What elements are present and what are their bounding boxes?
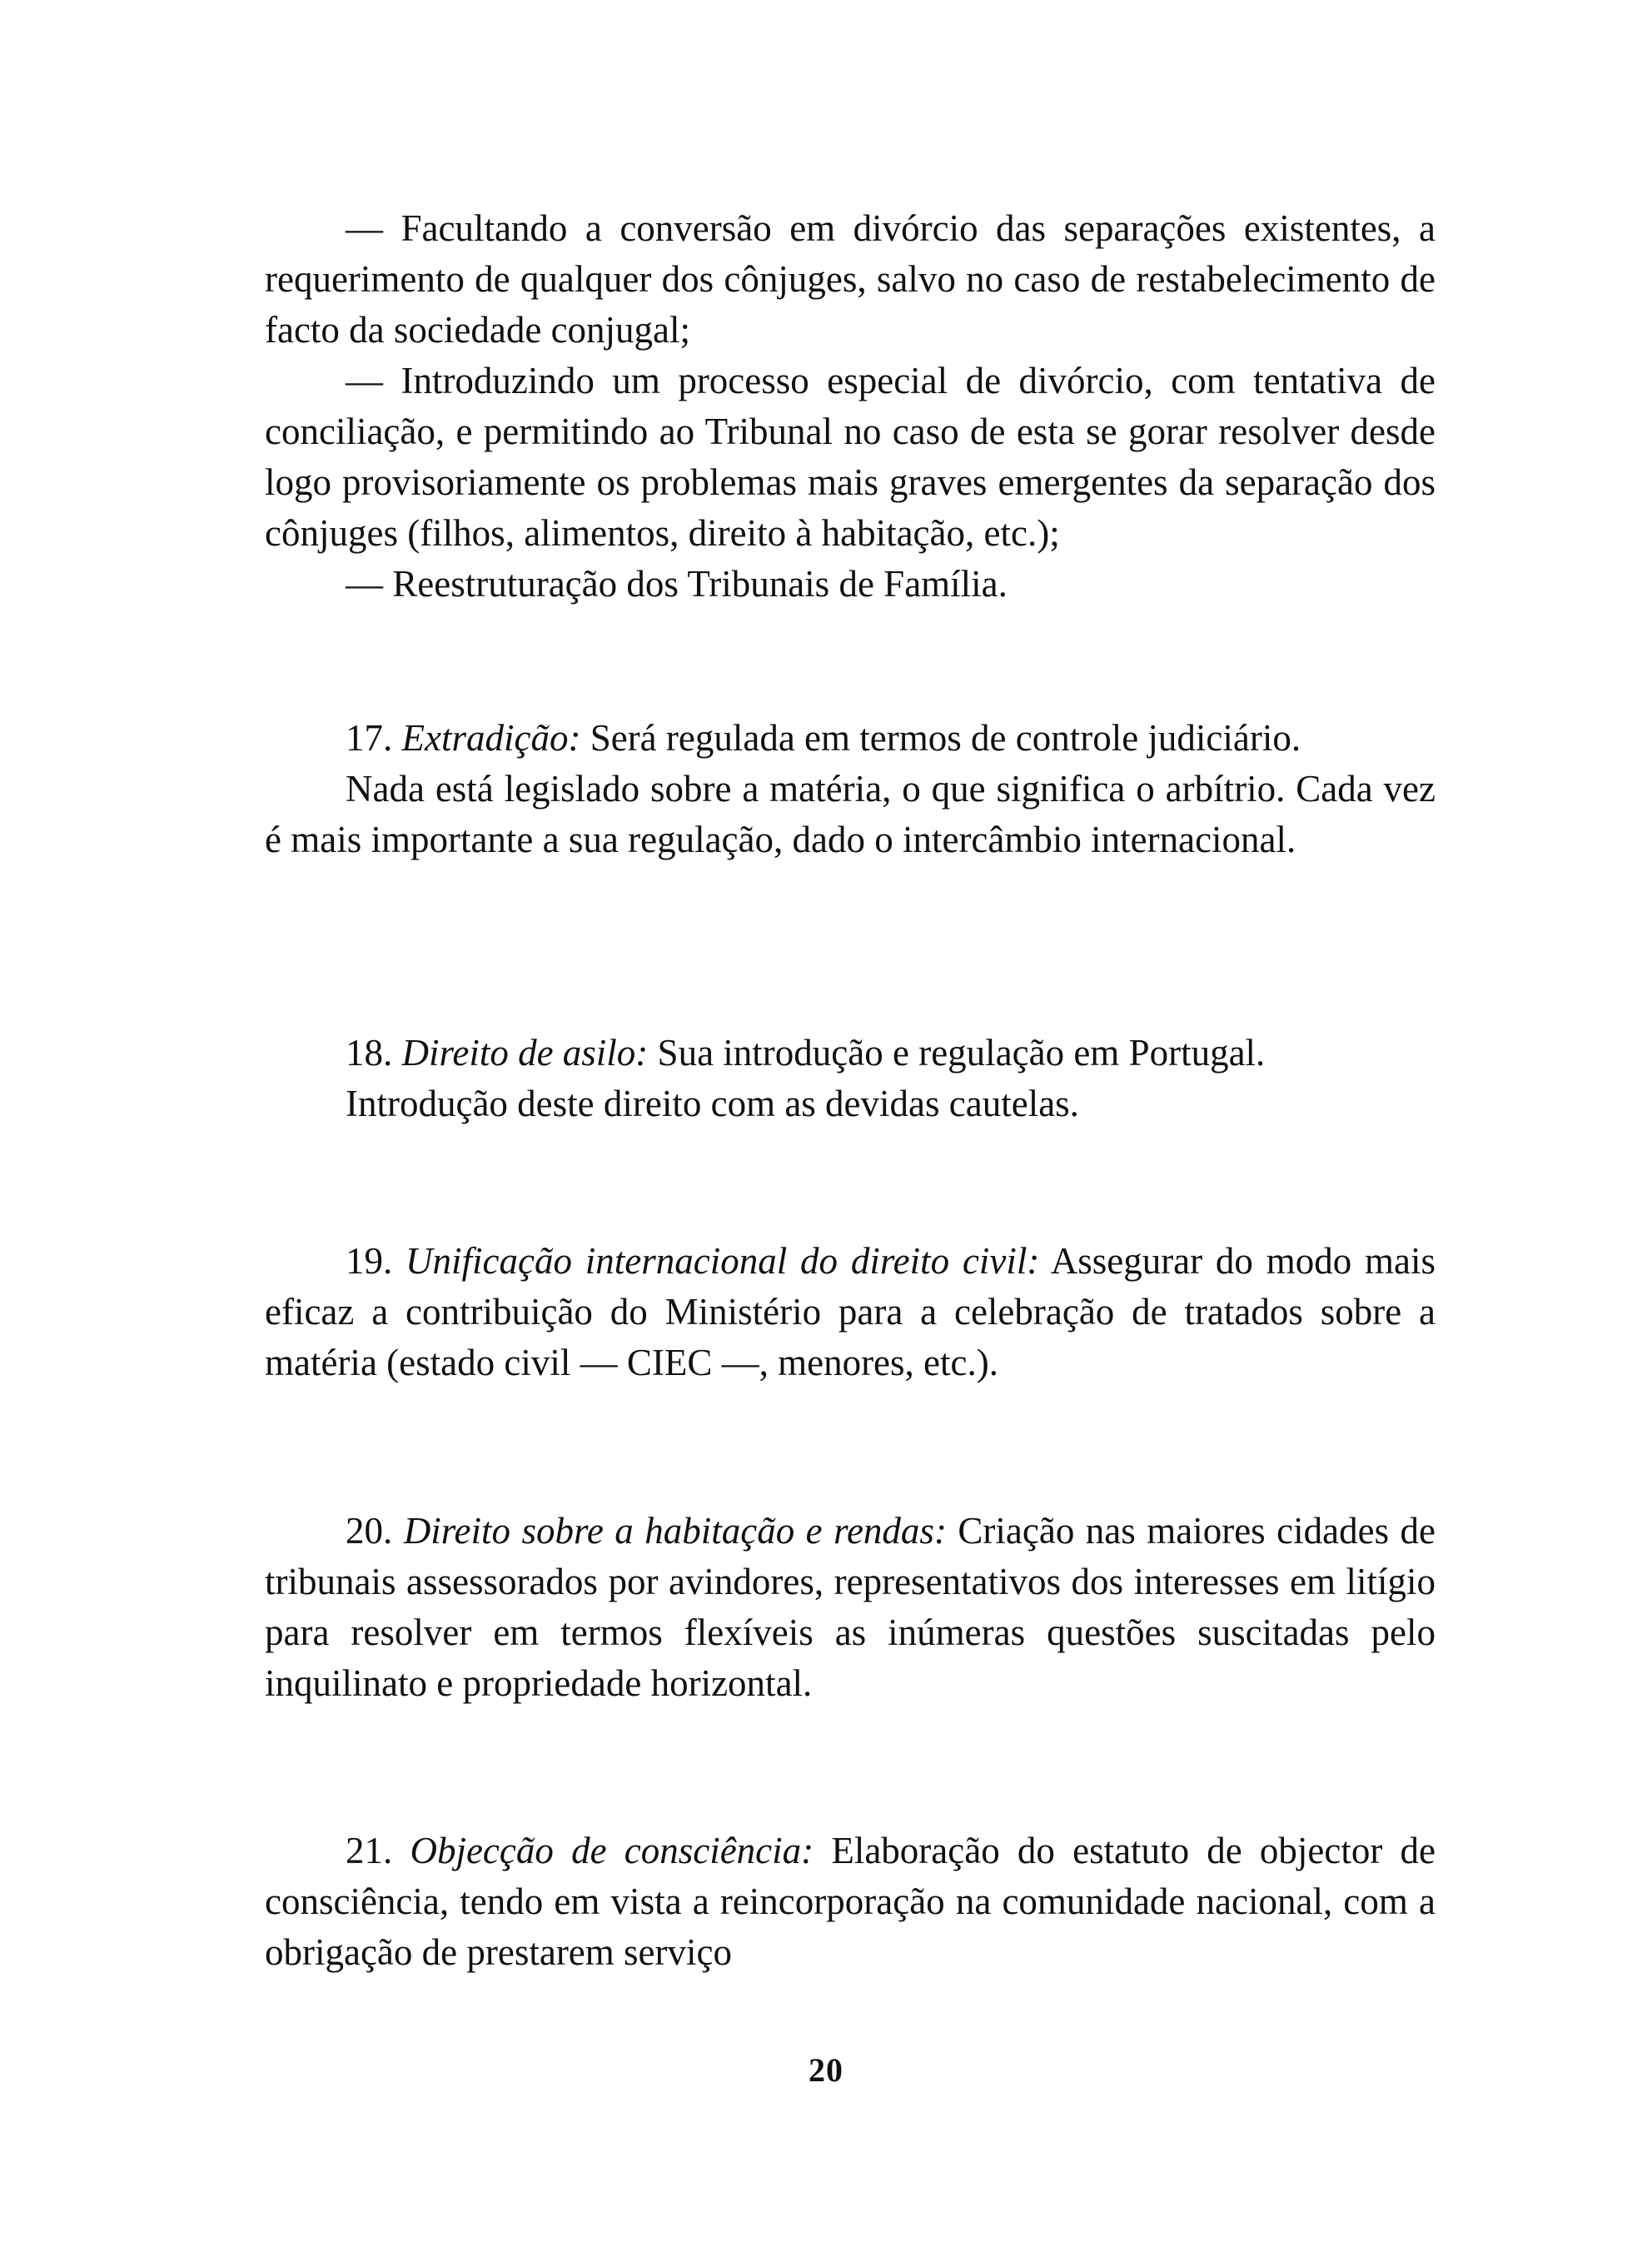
- section-19: [265, 1236, 1436, 1388]
- section-21-title: Objecção de consciência:: [410, 1830, 814, 1871]
- section-21: [265, 1826, 1436, 1978]
- section-17-lead-paragraph: [265, 713, 1436, 764]
- section-19-title: Unificação internacional do direito civil:: [406, 1240, 1040, 1282]
- section-20-lead-paragraph: [265, 1506, 1436, 1709]
- section-17-body: Nada está legislado sobre a matéria, o que significa o arbítrio. Cada vez é mais importante a sua regulação, dado o intercâmbio internacional.: [265, 768, 1436, 860]
- section-21-lead-paragraph: [265, 1826, 1436, 1978]
- section-18-lead: Sua introdução e regulação em Portugal.: [657, 1032, 1266, 1074]
- page-number: 20: [809, 2051, 843, 2089]
- section-18-body: Introdução deste direito com as devidas cautelas.: [346, 1083, 1079, 1124]
- section-17: [265, 713, 1436, 865]
- section-17-title: Extradição:: [401, 717, 581, 759]
- section-20-title: Direito sobre a habitação e rendas:: [403, 1510, 947, 1552]
- list-block: [265, 203, 1436, 610]
- section-19-number: 19.: [346, 1240, 393, 1282]
- section-17-number: 17.: [346, 717, 393, 759]
- section-17-lead: Será regulada em termos de controle judiciário.: [590, 717, 1301, 759]
- section-20-number: 20.: [346, 1510, 393, 1552]
- section-19-lead: Assegurar do modo mais eficaz a contribuição do Ministério para a celebração de tratados sobre a matéria (estado civil — CIEC —, menores, etc.).: [265, 1240, 1436, 1383]
- list-item-restructuring: — Reestruturação dos Tribunais de Família.: [346, 563, 1008, 605]
- section-21-lead: Elaboração do estatuto de objector de consciência, tendo em vista a reincorporação na comunidade nacional, com a obrigação de prestarem serviço: [265, 1830, 1436, 1973]
- list-item-conversion: — Facultando a conversão em divórcio das separações existentes, a requerimento de qualquer dos cônjuges, salvo no caso de restabelecimento de facto da sociedade conjugal;: [265, 207, 1436, 351]
- section-20: [265, 1506, 1436, 1709]
- section-19-lead-paragraph: [265, 1236, 1436, 1388]
- section-18: [265, 1028, 1436, 1129]
- section-18-title: Direito de asilo:: [401, 1032, 649, 1074]
- section-18-lead-paragraph: [265, 1028, 1436, 1079]
- section-18-number: 18.: [346, 1032, 393, 1074]
- list-item-divorce-process: — Introduzindo um processo especial de divórcio, com tentativa de conciliação, e permitindo ao Tribunal no caso de esta se gorar resolver desde logo provisoriamente os problemas mais graves emergentes da separação dos cônjuges (filhos, alimentos, direito à habitação, etc.);: [265, 360, 1436, 554]
- section-20-lead: Criação nas maiores cidades de tribunais assessorados por avindores, representativos dos interesses em litígio para resolver em termos flexíveis as inúmeras questões suscitadas pelo inquilinato e propriedade horizontal.: [265, 1510, 1436, 1704]
- section-21-number: 21.: [346, 1830, 393, 1871]
